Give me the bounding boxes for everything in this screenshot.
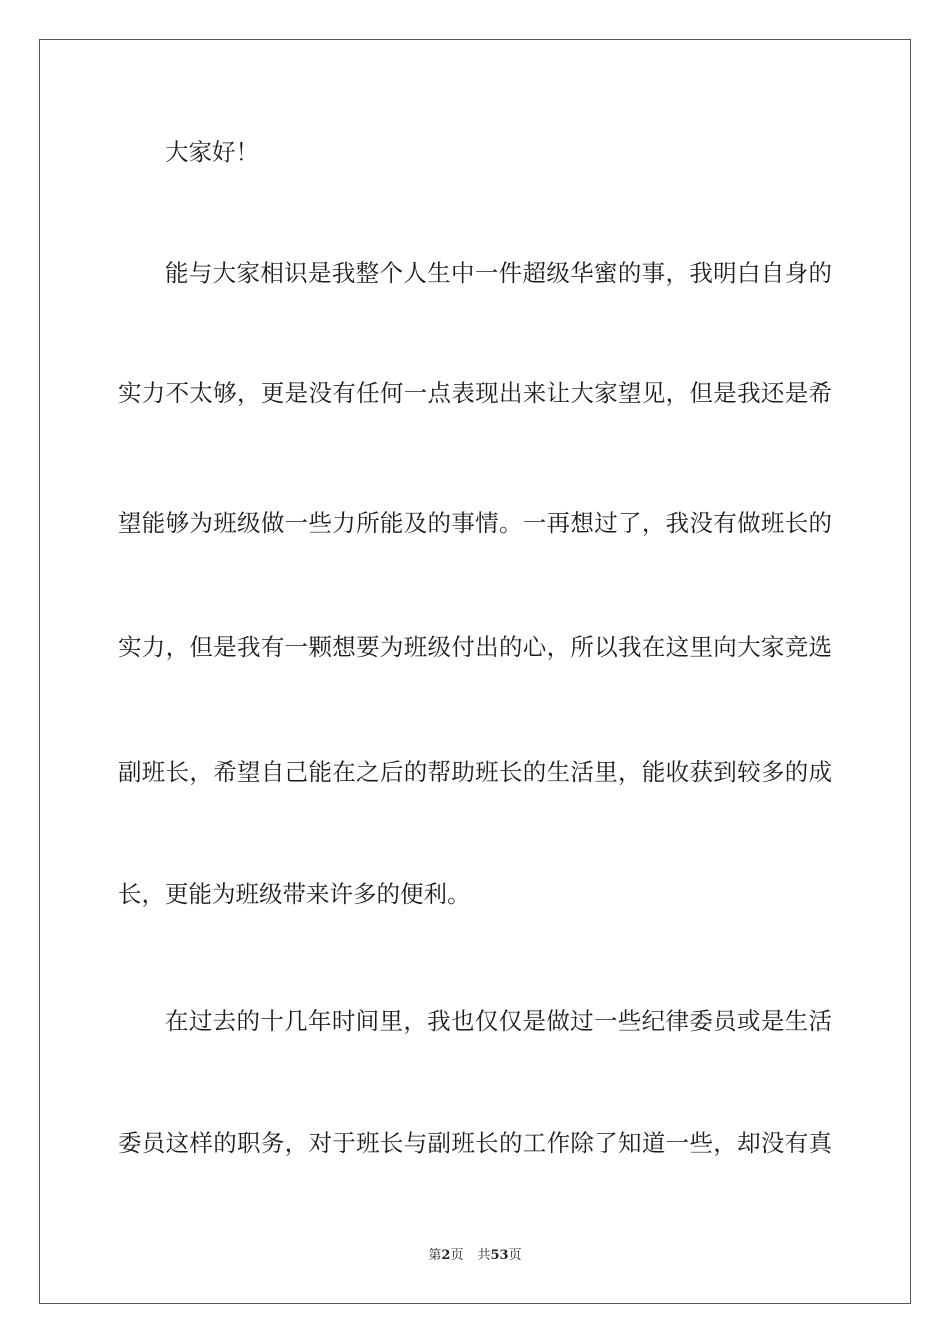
paragraph-line-4: 实力，但是我有一颗想要为班级付出的心，所以我在这里向大家竞选 bbox=[118, 633, 832, 661]
paragraph-line-7: 在过去的十几年时间里，我也仅仅是做过一些纪律委员或是生活 bbox=[165, 1007, 832, 1035]
page-suffix: 页 bbox=[450, 1248, 464, 1263]
paragraph-line-1: 能与大家相识是我整个人生中一件超级华蜜的事，我明白自身的 bbox=[165, 259, 832, 287]
total-suffix: 页 bbox=[508, 1248, 522, 1263]
paragraph-line-8: 委员这样的职务，对于班长与副班长的工作除了知道一些，却没有真 bbox=[118, 1129, 832, 1157]
page-footer bbox=[0, 1247, 950, 1265]
page-number: 2 bbox=[441, 1248, 451, 1263]
page-prefix: 第 bbox=[428, 1248, 442, 1263]
paragraph-line-5: 副班长，希望自己能在之后的帮助班长的生活里，能收获到较多的成 bbox=[118, 758, 832, 786]
greeting-line: 大家好！ bbox=[165, 138, 259, 166]
paragraph-line-6: 长，更能为班级带来许多的便利。 bbox=[118, 880, 471, 908]
total-pages: 53 bbox=[490, 1248, 509, 1263]
paragraph-line-2: 实力不太够，更是没有任何一点表现出来让大家望见，但是我还是希 bbox=[118, 379, 832, 407]
paragraph-line-3: 望能够为班级做一些力所能及的事情。一再想过了，我没有做班长的 bbox=[118, 509, 832, 537]
page-frame bbox=[39, 39, 911, 1304]
total-prefix: 共 bbox=[477, 1248, 491, 1263]
